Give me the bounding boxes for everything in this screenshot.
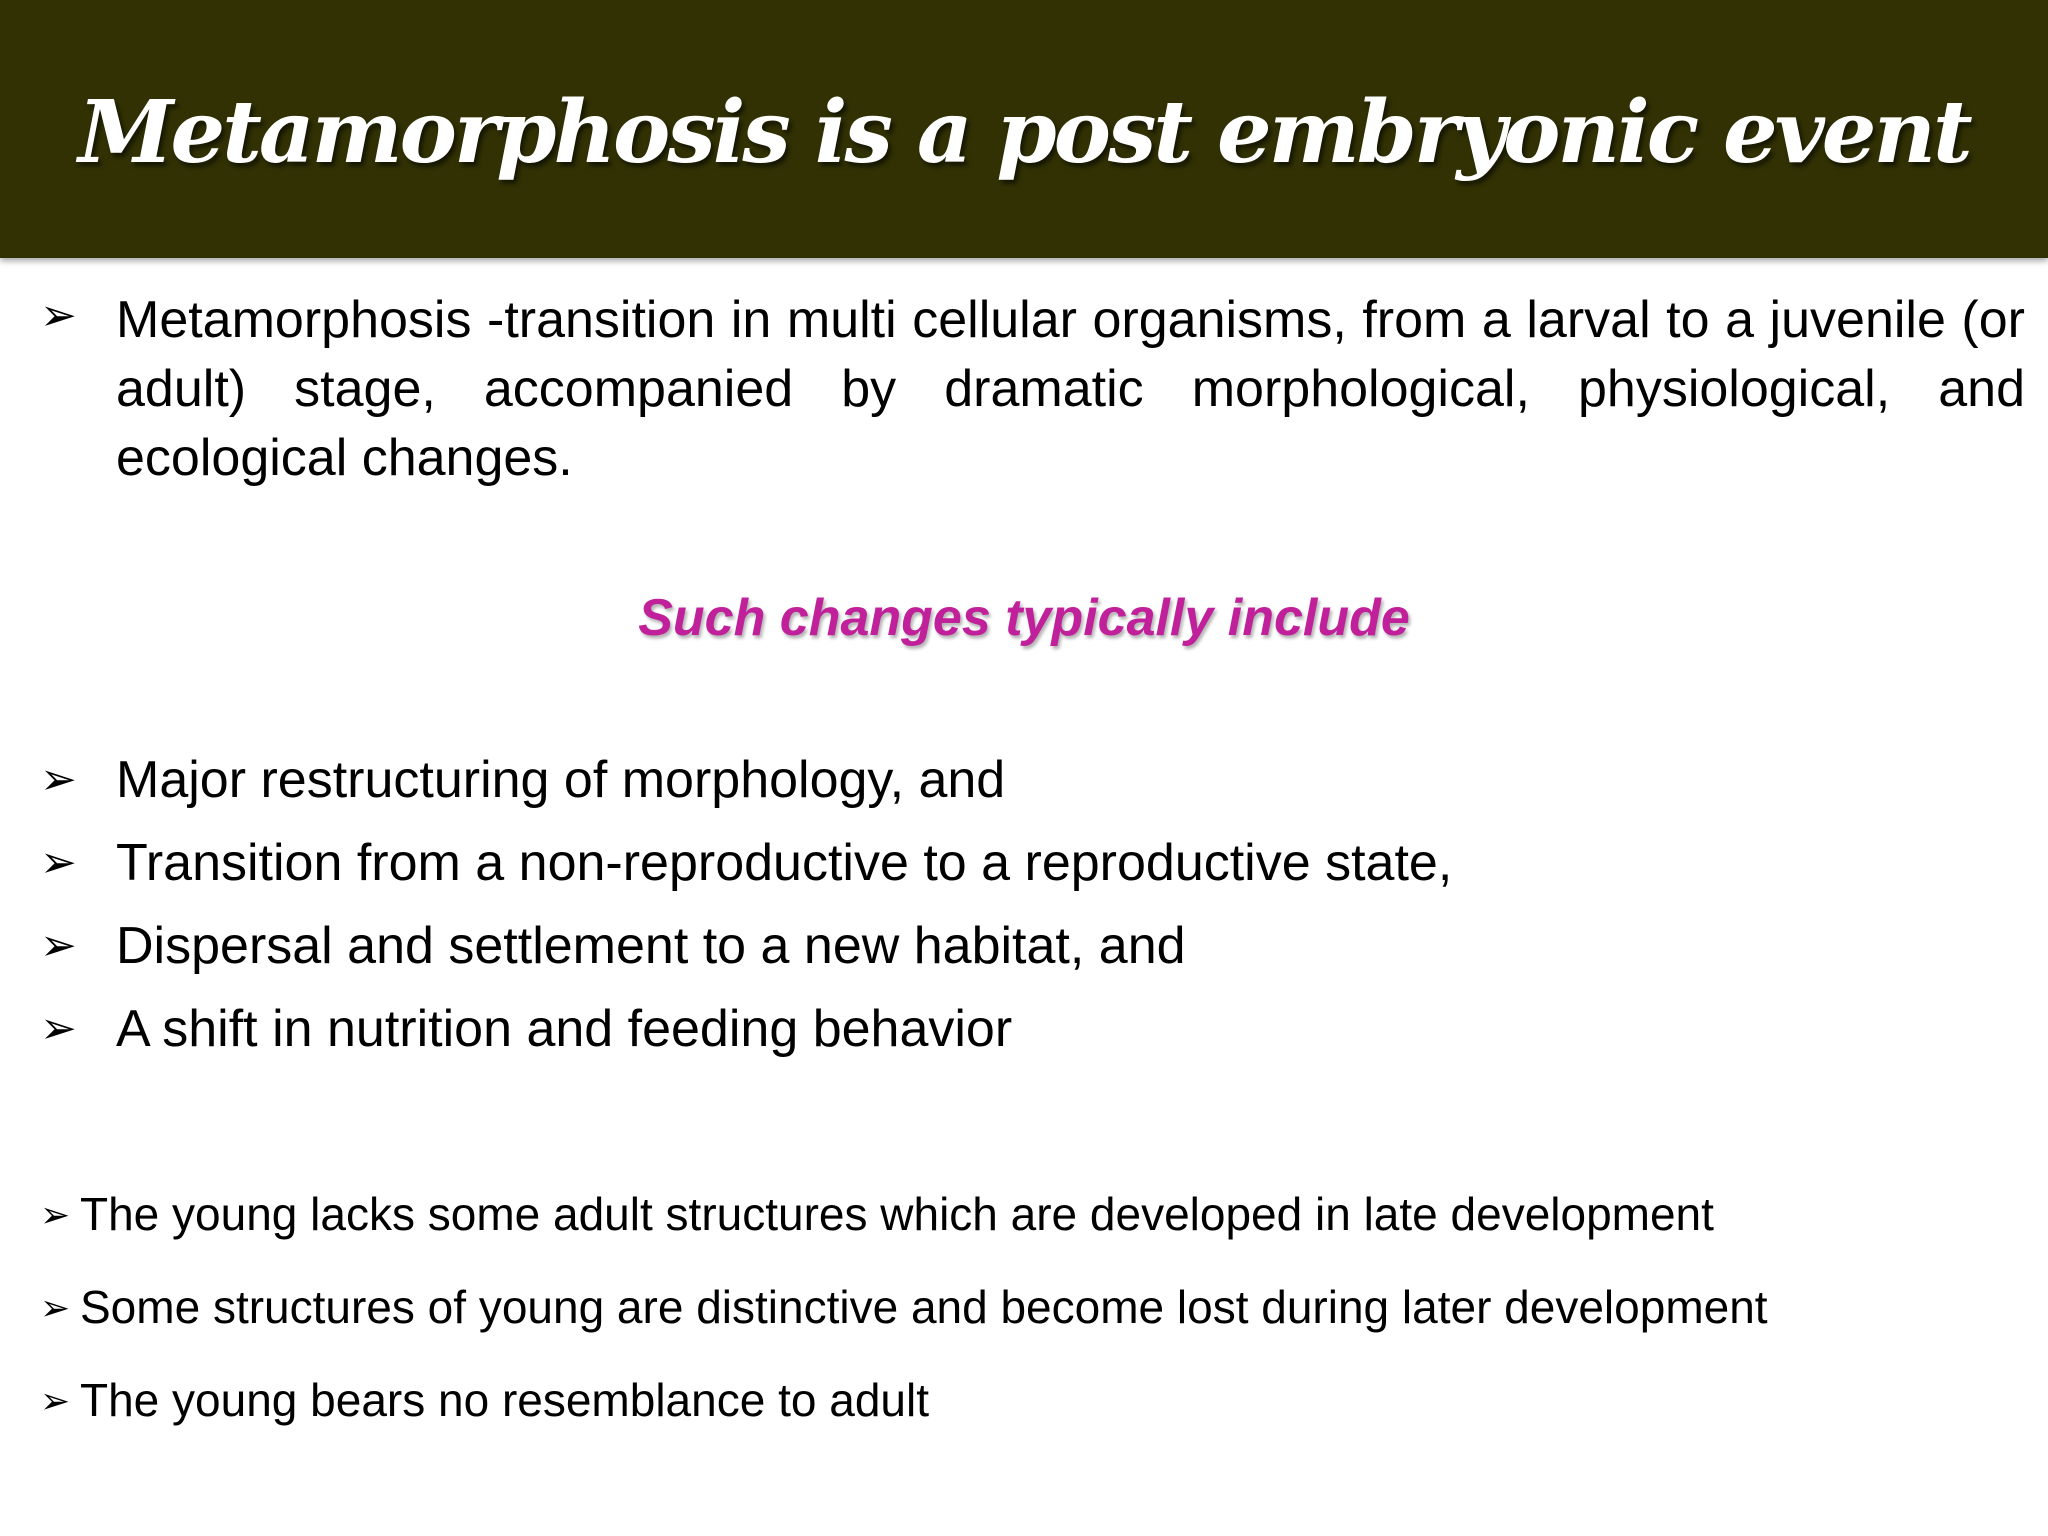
arrow-bullet-icon: ➢	[40, 1380, 71, 1421]
changes-list	[40, 746, 1452, 1078]
arrow-bullet-icon: ➢	[40, 1194, 71, 1235]
list-item-text: The young bears no resemblance to adult	[80, 1374, 929, 1426]
list-item-text: The young lacks some adult structures which are developed in late development	[80, 1188, 1714, 1240]
intro-text: Metamorphosis -transition in multi cellular organisms, from a larval to a juvenile (or adult) stage, accompanied by dramatic morphological, physiological, and ecological changes.	[116, 291, 2025, 487]
list-item	[40, 912, 1452, 995]
subheading: Such changes typically include	[638, 589, 1410, 647]
list-item	[40, 995, 1452, 1078]
list-item-text: Major restructuring of morphology, and	[116, 751, 1006, 809]
arrow-bullet-icon: ➢	[40, 291, 77, 340]
list-item-text: A shift in nutrition and feeding behavior	[116, 1000, 1013, 1058]
intro-bullet	[40, 286, 2025, 493]
arrow-bullet-icon: ➢	[40, 921, 77, 970]
list-item	[40, 1369, 1768, 1462]
list-item	[40, 1276, 1768, 1369]
notes-list	[40, 1183, 1768, 1462]
list-item	[40, 1183, 1768, 1276]
list-item	[40, 746, 1452, 829]
list-item-text: Dispersal and settlement to a new habitat, and	[116, 917, 1186, 975]
list-item	[40, 829, 1452, 912]
arrow-bullet-icon: ➢	[40, 1287, 71, 1328]
slide-title: Metamorphosis is a post embryonic event	[78, 82, 1970, 183]
arrow-bullet-icon: ➢	[40, 755, 77, 804]
list-item-text: Transition from a non-reproductive to a reproductive state,	[116, 834, 1453, 892]
arrow-bullet-icon: ➢	[40, 1004, 77, 1053]
title-bar	[0, 0, 2048, 258]
arrow-bullet-icon: ➢	[40, 838, 77, 887]
list-item-text: Some structures of young are distinctive and become lost during later development	[80, 1281, 1768, 1333]
